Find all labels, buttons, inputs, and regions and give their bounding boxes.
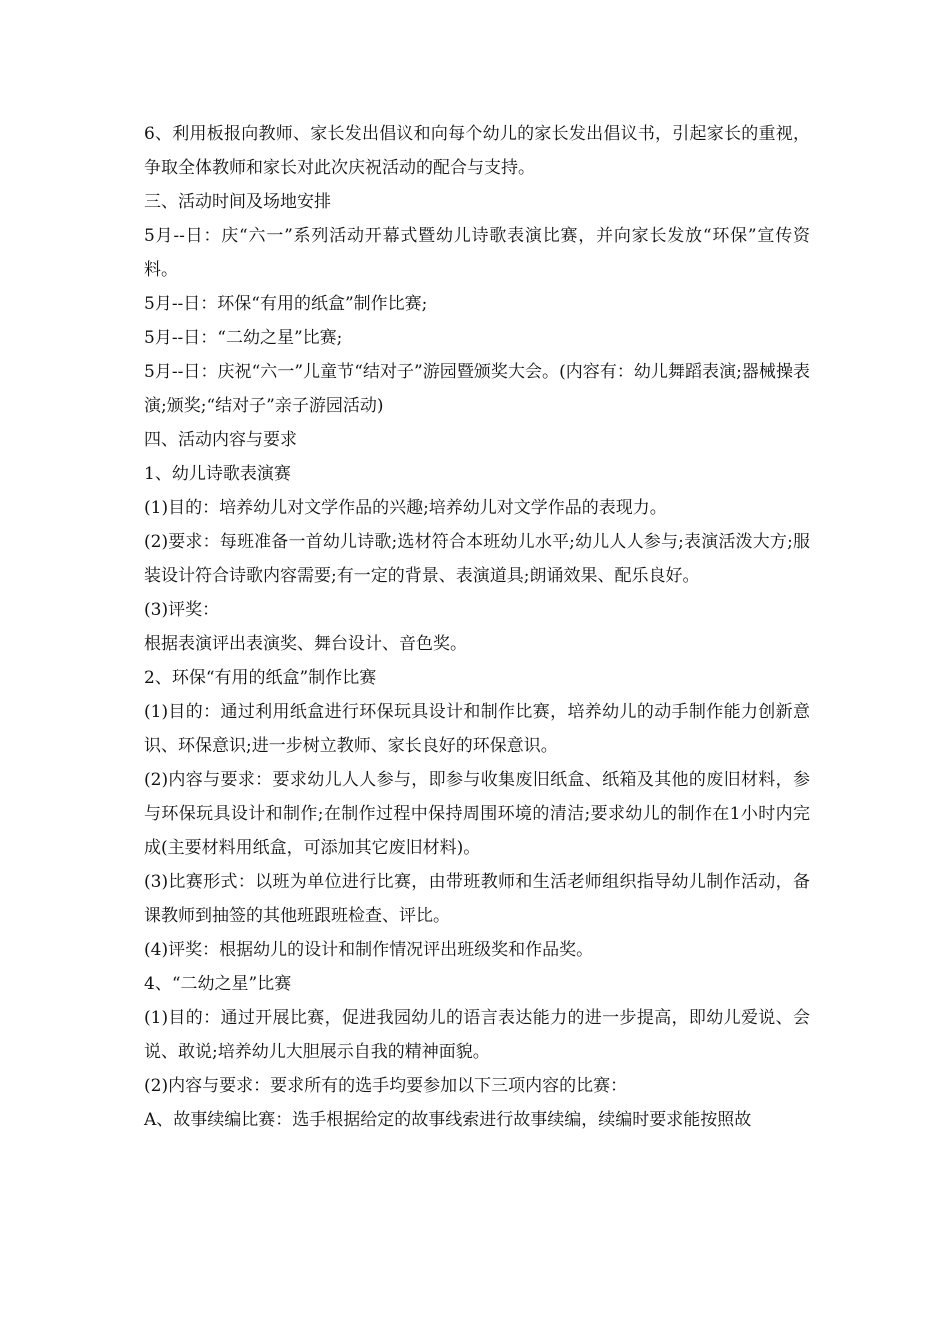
- carton-awards: (4)评奖：根据幼儿的设计和制作情况评出班级奖和作品奖。: [144, 940, 594, 960]
- star-purpose: (1)目的：通过开展比赛，促进我园幼儿的语言表达能力的进一步提高，即幼儿爱说、会说、敢说;培养幼儿大胆展示自我的精神面貌。: [144, 1008, 810, 1062]
- document-body: [144, 117, 810, 1137]
- schedule-item-carton-contest: 5月--日：环保“有用的纸盒”制作比赛;: [144, 294, 428, 314]
- star-requirements: (2)内容与要求：要求所有的选手均要参加以下三项内容的比赛：: [144, 1076, 628, 1096]
- story-continuation-item: A、故事续编比赛：选手根据给定的故事线索进行故事续编，续编时要求能按照故: [144, 1110, 752, 1130]
- poetry-awards-label: (3)评奖：: [144, 600, 220, 620]
- schedule-item-opening: 5月--日：庆“六一”系列活动开幕式暨幼儿诗歌表演比赛，并向家长发放“环保”宣传资料。: [144, 226, 810, 280]
- subheading-star-contest: 4、“二幼之星”比赛: [144, 974, 292, 994]
- schedule-item-celebration: 5月--日：庆祝“六一”儿童节“结对子”游园暨颁奖大会。(内容有：幼儿舞蹈表演;器械操表演;颁奖;“结对子”亲子游园活动): [144, 362, 810, 416]
- poetry-requirements: (2)要求：每班准备一首幼儿诗歌;选材符合本班幼儿水平;幼儿人人参与;表演活泼大方;服装设计符合诗歌内容需要;有一定的背景、表演道具;朗诵效果、配乐良好。: [144, 532, 810, 586]
- subheading-carton-contest: 2、环保“有用的纸盒”制作比赛: [144, 668, 377, 688]
- poetry-purpose: (1)目的：培养幼儿对文学作品的兴趣;培养幼儿对文学作品的表现力。: [144, 498, 667, 518]
- carton-format: (3)比赛形式：以班为单位进行比赛，由带班教师和生活老师组织指导幼儿制作活动，备课教师到抽签的其他班跟班检查、评比。: [144, 872, 810, 926]
- paragraph-item-6: 6、利用板报向教师、家长发出倡议和向每个幼儿的家长发出倡议书，引起家长的重视，争取全体教师和家长对此次庆祝活动的配合与支持。: [144, 124, 810, 178]
- schedule-item-star-contest: 5月--日：“二幼之星”比赛;: [144, 328, 343, 348]
- poetry-awards-text: 根据表演评出表演奖、舞台设计、音色奖。: [144, 634, 467, 654]
- subheading-poetry-contest: 1、幼儿诗歌表演赛: [144, 464, 291, 484]
- section-heading-content: 四、活动内容与要求: [144, 430, 297, 450]
- carton-purpose: (1)目的：通过利用纸盒进行环保玩具设计和制作比赛，培养幼儿的动手制作能力创新意识、环保意识;进一步树立教师、家长良好的环保意识。: [144, 702, 810, 756]
- section-heading-schedule: 三、活动时间及场地安排: [144, 192, 331, 212]
- carton-requirements: (2)内容与要求：要求幼儿人人参与，即参与收集废旧纸盒、纸箱及其他的废旧材料，参与环保玩具设计和制作;在制作过程中保持周围环境的清洁;要求幼儿的制作在1小时内完成(主要材料用纸盒，可添加其它废旧材料)。: [144, 770, 810, 858]
